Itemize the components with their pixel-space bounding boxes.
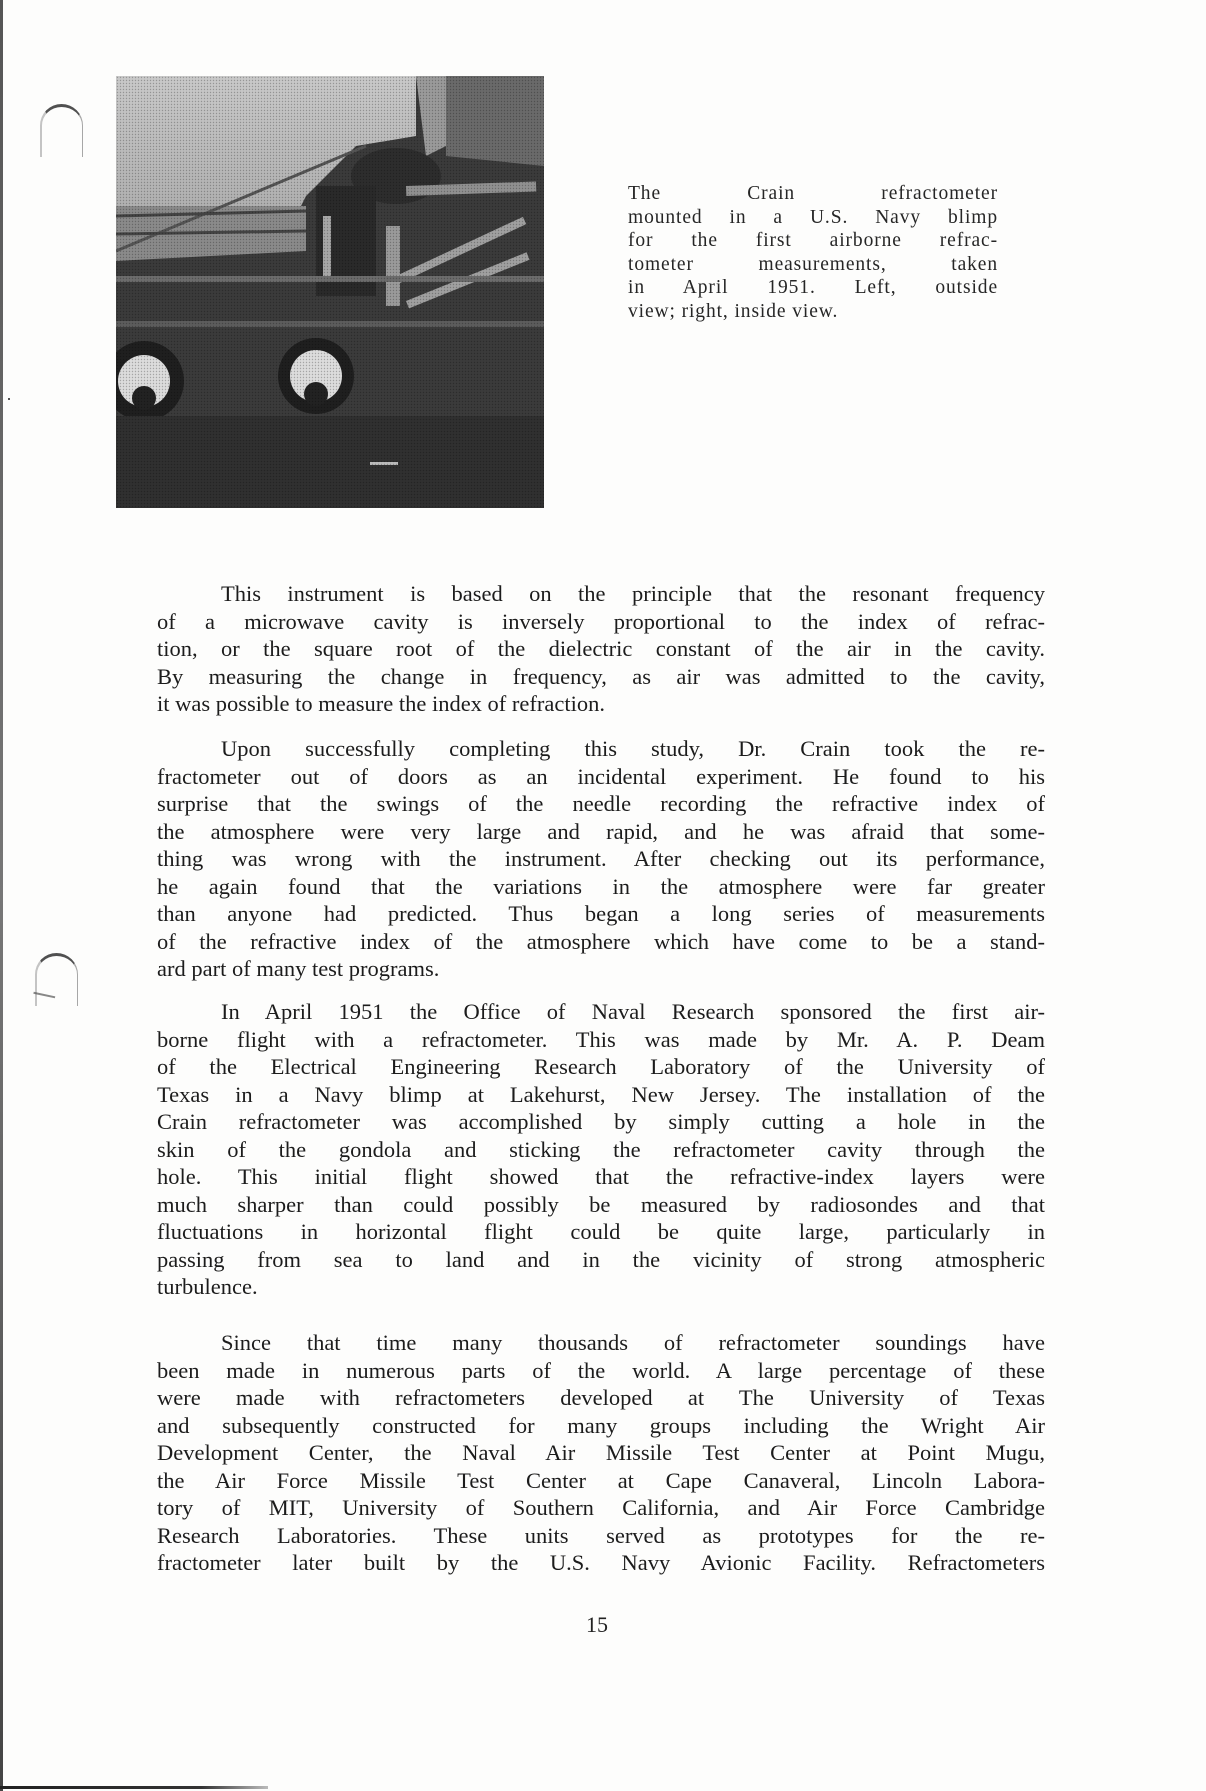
- text-line: tion, or the square root of the dielectric constant of the air in the cavity.: [157, 636, 1045, 661]
- scan-artifact-dot: [8, 398, 10, 400]
- figure-caption: [628, 182, 998, 323]
- scan-bottom-edge: [0, 1786, 268, 1789]
- page-left-edge: [0, 0, 3, 1791]
- paragraph-outdoor-experiment: [157, 735, 1045, 983]
- text-line: tory of MIT, University of Southern California, and Air Force Cambridge: [157, 1495, 1045, 1520]
- text-line: were made with refractometers developed at The University of Texas: [157, 1385, 1045, 1410]
- text-line: than anyone had predicted. Thus began a long series of measurements: [157, 901, 1045, 926]
- text-line: hole. This initial flight showed that the refractive-index layers were: [157, 1164, 1045, 1189]
- text-line: fractometer out of doors as an incidental experiment. He found to his: [157, 763, 1045, 789]
- text-line: much sharper than could possibly be measured by radiosondes and that: [157, 1191, 1045, 1217]
- text-line: it was possible to measure the index of refraction.: [157, 691, 605, 716]
- text-line: skin of the gondola and sticking the refractometer cavity through the: [157, 1136, 1045, 1162]
- text-line: he again found that the variations in the atmosphere were far greater: [157, 873, 1045, 899]
- paragraph-airborne-flight: [157, 998, 1045, 1301]
- caption-line: mounted in a U.S. Navy blimp: [628, 206, 998, 228]
- text-line: In April 1951 the Office of Naval Research sponsored the first air-: [221, 999, 1045, 1024]
- paragraph-principle: [157, 580, 1045, 718]
- text-line: fluctuations in horizontal flight could be quite large, particularly in: [157, 1219, 1045, 1244]
- page-number: 15: [586, 1612, 608, 1637]
- caption-line: tometer measurements, taken: [628, 253, 998, 275]
- text-line: Crain refractometer was accomplished by simply cutting a hole in the: [157, 1109, 1045, 1134]
- text-line: borne flight with a refractometer. This was made by Mr. A. P. Deam: [157, 1026, 1045, 1052]
- caption-line: The Crain refractometer: [628, 183, 998, 204]
- text-line: been made in numerous parts of the world. A large percentage of these: [157, 1357, 1045, 1383]
- caption-line: view; right, inside view.: [628, 300, 839, 322]
- text-line: This instrument is based on the principle that the resonant frequency: [221, 581, 1045, 606]
- paragraph-soundings: [157, 1329, 1045, 1577]
- text-line: By measuring the change in frequency, as air was admitted to the cavity,: [157, 663, 1045, 689]
- binder-hole-mark: [40, 104, 83, 157]
- text-line: of the refractive index of the atmosphere which have come to be a stand-: [157, 928, 1045, 954]
- text-line: the Air Force Missile Test Center at Cape Canaveral, Lincoln Labora-: [157, 1467, 1045, 1493]
- text-line: thing was wrong with the instrument. After checking out its performance,: [157, 846, 1045, 871]
- caption-line: in April 1951. Left, outside: [628, 277, 998, 298]
- text-line: of a microwave cavity is inversely proportional to the index of refrac-: [157, 608, 1045, 634]
- text-line: Development Center, the Naval Air Missile Test Center at Point Mugu,: [157, 1440, 1045, 1465]
- text-line: ard part of many test programs.: [157, 956, 440, 981]
- text-line: Research Laboratories. These units served as prototypes for the re-: [157, 1522, 1045, 1548]
- text-line: turbulence.: [157, 1274, 258, 1299]
- caption-line: for the first airborne refrac-: [628, 230, 998, 251]
- refractometer-photo: [116, 76, 544, 508]
- text-line: the atmosphere were very large and rapid, and he was afraid that some-: [157, 818, 1045, 844]
- text-line: Upon successfully completing this study, Dr. Crain took the re-: [221, 736, 1045, 761]
- text-line: of the Electrical Engineering Research Laboratory of the University of: [157, 1054, 1045, 1079]
- text-line: Since that time many thousands of refractometer soundings have: [221, 1330, 1045, 1355]
- text-line: surprise that the swings of the needle recording the refractive index of: [157, 791, 1045, 816]
- text-line: passing from sea to land and in the vicinity of strong atmospheric: [157, 1246, 1045, 1272]
- text-line: Texas in a Navy blimp at Lakehurst, New Jersey. The installation of the: [157, 1081, 1045, 1107]
- text-line: and subsequently constructed for many groups including the Wright Air: [157, 1412, 1045, 1438]
- text-line: fractometer later built by the U.S. Navy Avionic Facility. Refractometers: [157, 1550, 1045, 1575]
